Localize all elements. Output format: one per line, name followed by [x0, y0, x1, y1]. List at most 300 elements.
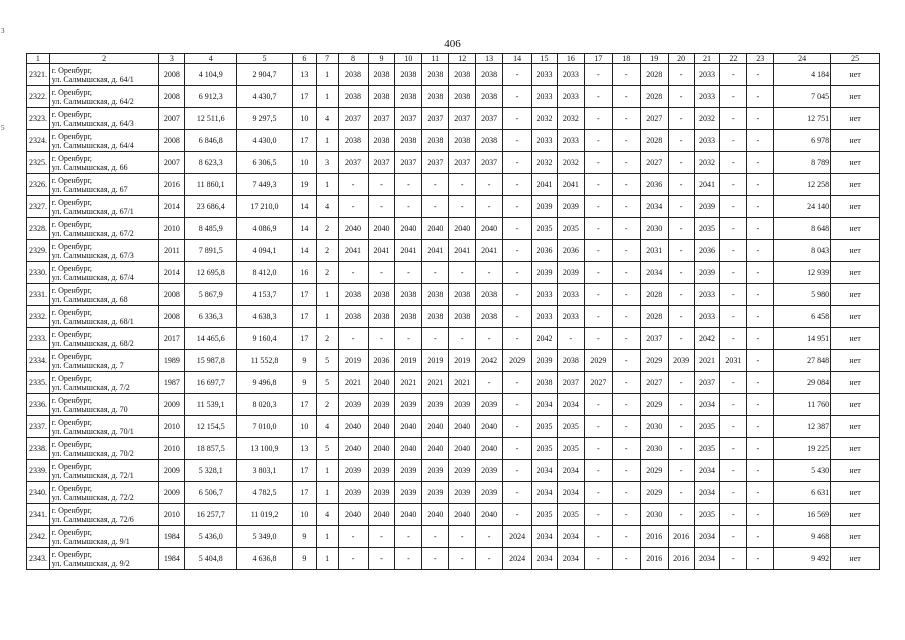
table-cell: нет: [831, 350, 880, 372]
table-cell: -: [612, 262, 640, 284]
table-cell: 2037: [395, 152, 422, 174]
table-cell: 2034: [532, 394, 558, 416]
table-cell: 2033: [532, 130, 558, 152]
table-cell: 2037: [422, 152, 449, 174]
table-cell: 2008: [159, 64, 185, 86]
table-cell: 2039: [532, 262, 558, 284]
table-cell: 2034: [694, 526, 720, 548]
table-cell: 2038: [338, 284, 368, 306]
table-cell: -: [720, 152, 747, 174]
row-number: 2330.: [27, 262, 50, 284]
table-cell: 2040: [476, 504, 503, 526]
table-cell: -: [612, 130, 640, 152]
table-cell: -: [476, 526, 503, 548]
table-cell: 2037: [449, 152, 476, 174]
table-cell: -: [668, 394, 694, 416]
table-cell: 2009: [159, 482, 185, 504]
table-cell: 4 638,3: [237, 306, 293, 328]
table-cell: 2033: [557, 86, 584, 108]
table-cell: -: [747, 482, 774, 504]
address-cell: [49, 196, 159, 218]
table-cell: нет: [831, 240, 880, 262]
table-cell: 2016: [668, 526, 694, 548]
table-cell: -: [338, 328, 368, 350]
row-number: 2322.: [27, 86, 50, 108]
table-cell: 2014: [159, 196, 185, 218]
column-number: 18: [612, 54, 640, 64]
table-cell: -: [503, 284, 532, 306]
table-cell: 2034: [532, 482, 558, 504]
table-cell: 5 404,8: [185, 548, 237, 570]
column-number: 1: [27, 54, 50, 64]
address-city: г. Оренбург,: [51, 439, 92, 449]
row-number: 2338.: [27, 438, 50, 460]
address-cell: [49, 372, 159, 394]
table-cell: 2039: [338, 482, 368, 504]
table-cell: 2029: [640, 482, 668, 504]
address-cell: [49, 460, 159, 482]
table-cell: 17: [293, 284, 317, 306]
column-number: 2: [49, 54, 159, 64]
table-cell: 2039: [422, 482, 449, 504]
table-cell: 17: [293, 86, 317, 108]
address-cell: [49, 416, 159, 438]
table-cell: -: [612, 64, 640, 86]
table-cell: 12 695,8: [185, 262, 237, 284]
table-cell: нет: [831, 372, 880, 394]
table-cell: 2035: [557, 416, 584, 438]
table-cell: 2021: [694, 350, 720, 372]
table-cell: -: [612, 460, 640, 482]
table-cell: 2039: [532, 196, 558, 218]
table-row: [27, 306, 880, 328]
table-cell: 2038: [422, 284, 449, 306]
table-cell: 7 891,5: [185, 240, 237, 262]
table-cell: 2033: [694, 130, 720, 152]
table-cell: 2038: [449, 64, 476, 86]
table-cell: 2039: [449, 460, 476, 482]
table-cell: -: [720, 218, 747, 240]
table-cell: -: [612, 240, 640, 262]
table-cell: -: [584, 526, 612, 548]
table-cell: 2039: [476, 394, 503, 416]
table-cell: 2040: [338, 218, 368, 240]
table-cell: 10: [293, 152, 317, 174]
table-cell: 2029: [640, 350, 668, 372]
table-cell: 5 328,1: [185, 460, 237, 482]
table-cell: 2019: [338, 350, 368, 372]
table-cell: -: [720, 130, 747, 152]
table-cell: -: [668, 284, 694, 306]
table-cell: 6 306,5: [237, 152, 293, 174]
row-number: 2343.: [27, 548, 50, 570]
address-street: ул. Салмышская, д. 66: [51, 162, 128, 172]
table-cell: -: [720, 460, 747, 482]
column-number: 10: [395, 54, 422, 64]
table-cell: 2027: [640, 108, 668, 130]
table-cell: -: [668, 108, 694, 130]
table-cell: 7 045: [774, 86, 831, 108]
table-cell: 10: [293, 416, 317, 438]
row-number: 2324.: [27, 130, 50, 152]
table-cell: -: [747, 108, 774, 130]
table-cell: 2009: [159, 394, 185, 416]
table-cell: 5: [316, 350, 338, 372]
table-cell: 12 258: [774, 174, 831, 196]
table-cell: 6 846,8: [185, 130, 237, 152]
table-cell: -: [668, 130, 694, 152]
table-cell: -: [368, 262, 395, 284]
table-cell: 2039: [694, 196, 720, 218]
table-cell: -: [612, 548, 640, 570]
table-cell: 2032: [694, 152, 720, 174]
address-city: г. Оренбург,: [51, 351, 92, 361]
table-cell: 14: [293, 196, 317, 218]
table-cell: 6 978: [774, 130, 831, 152]
address-street: ул. Салмышская, д. 68/2: [51, 338, 134, 348]
table-cell: -: [584, 240, 612, 262]
table-cell: 2037: [476, 108, 503, 130]
table-cell: -: [584, 196, 612, 218]
table-cell: 2034: [557, 482, 584, 504]
table-cell: -: [612, 350, 640, 372]
table-cell: -: [584, 130, 612, 152]
table-cell: 2040: [338, 504, 368, 526]
table-cell: 2021: [338, 372, 368, 394]
table-cell: 2033: [557, 64, 584, 86]
address-cell: [49, 262, 159, 284]
address-street: ул. Салмышская, д. 7: [51, 360, 124, 370]
table-cell: 9: [293, 350, 317, 372]
table-cell: -: [503, 306, 532, 328]
table-row: [27, 174, 880, 196]
table-cell: -: [368, 548, 395, 570]
table-cell: -: [476, 548, 503, 570]
table-cell: -: [720, 86, 747, 108]
table-cell: -: [747, 526, 774, 548]
table-cell: -: [668, 482, 694, 504]
address-street: ул. Салмышская, д. 70: [51, 404, 128, 414]
table-cell: -: [720, 328, 747, 350]
table-cell: -: [584, 64, 612, 86]
table-cell: 8 020,3: [237, 394, 293, 416]
table-cell: 17: [293, 130, 317, 152]
table-cell: 3: [316, 152, 338, 174]
table-cell: 2039: [532, 350, 558, 372]
table-cell: -: [476, 262, 503, 284]
table-cell: -: [747, 152, 774, 174]
margin-mark: 3: [1, 27, 5, 35]
address-city: г. Оренбург,: [51, 153, 92, 163]
table-cell: -: [449, 262, 476, 284]
table-cell: 4 782,5: [237, 482, 293, 504]
column-number: 5: [237, 54, 293, 64]
table-cell: 2040: [422, 416, 449, 438]
table-cell: 1984: [159, 548, 185, 570]
table-cell: 24 140: [774, 196, 831, 218]
address-city: г. Оренбург,: [51, 307, 92, 317]
column-number: 19: [640, 54, 668, 64]
table-cell: 2040: [395, 416, 422, 438]
table-cell: 19: [293, 174, 317, 196]
table-cell: 2039: [476, 460, 503, 482]
table-cell: 9: [293, 526, 317, 548]
table-cell: 4 094,1: [237, 240, 293, 262]
table-row: [27, 460, 880, 482]
table-cell: 5 867,9: [185, 284, 237, 306]
table-cell: 2037: [338, 152, 368, 174]
table-cell: 15 987,8: [185, 350, 237, 372]
table-cell: -: [747, 328, 774, 350]
table-cell: нет: [831, 262, 880, 284]
table-cell: 2 904,7: [237, 64, 293, 86]
table-cell: -: [503, 460, 532, 482]
table-cell: -: [584, 416, 612, 438]
table-cell: 2033: [557, 130, 584, 152]
table-cell: 2032: [557, 152, 584, 174]
table-cell: 2008: [159, 86, 185, 108]
table-cell: -: [612, 284, 640, 306]
table-cell: 2033: [694, 86, 720, 108]
address-city: г. Оренбург,: [51, 527, 92, 537]
table-cell: 6 458: [774, 306, 831, 328]
address-street: ул. Салмышская, д. 64/3: [51, 118, 134, 128]
table-cell: 2031: [720, 350, 747, 372]
table-cell: 4: [316, 504, 338, 526]
table-cell: 2041: [449, 240, 476, 262]
table-cell: 2037: [338, 108, 368, 130]
table-cell: 12 751: [774, 108, 831, 130]
table-cell: 2038: [395, 130, 422, 152]
table-cell: 2039: [557, 196, 584, 218]
table-cell: -: [668, 328, 694, 350]
address-city: г. Оренбург,: [51, 395, 92, 405]
row-number: 2340.: [27, 482, 50, 504]
table-cell: 2037: [640, 328, 668, 350]
table-cell: 2039: [449, 394, 476, 416]
column-number: 3: [159, 54, 185, 64]
table-cell: 2016: [668, 548, 694, 570]
table-cell: -: [503, 240, 532, 262]
table-cell: 2041: [557, 174, 584, 196]
table-cell: 6 631: [774, 482, 831, 504]
table-cell: 2038: [476, 306, 503, 328]
table-cell: нет: [831, 130, 880, 152]
table-cell: 2035: [557, 438, 584, 460]
address-street: ул. Салмышская, д. 72/2: [51, 492, 134, 502]
table-cell: -: [668, 64, 694, 86]
table-row: [27, 130, 880, 152]
table-cell: 2035: [694, 218, 720, 240]
table-cell: -: [612, 482, 640, 504]
address-cell: [49, 526, 159, 548]
table-cell: -: [476, 372, 503, 394]
table-cell: 17: [293, 482, 317, 504]
address-cell: [49, 482, 159, 504]
table-cell: 5: [316, 372, 338, 394]
address-city: г. Оренбург,: [51, 483, 92, 493]
table-cell: 5 349,0: [237, 526, 293, 548]
table-cell: 2035: [532, 438, 558, 460]
address-cell: [49, 328, 159, 350]
table-cell: 12 511,6: [185, 108, 237, 130]
table-cell: 8 648: [774, 218, 831, 240]
table-cell: 1984: [159, 526, 185, 548]
table-cell: 5 980: [774, 284, 831, 306]
table-cell: 2032: [532, 108, 558, 130]
table-cell: -: [668, 174, 694, 196]
table-cell: 2033: [532, 284, 558, 306]
table-cell: 2021: [395, 372, 422, 394]
table-cell: 2034: [694, 548, 720, 570]
table-cell: -: [612, 218, 640, 240]
table-cell: 6 336,3: [185, 306, 237, 328]
table-cell: 13: [293, 64, 317, 86]
table-cell: -: [747, 262, 774, 284]
table-cell: 4: [316, 196, 338, 218]
table-cell: 2038: [395, 284, 422, 306]
table-cell: 2035: [532, 504, 558, 526]
table-cell: 5 430: [774, 460, 831, 482]
address-street: ул. Салмышская, д. 67/3: [51, 250, 134, 260]
row-number: 2326.: [27, 174, 50, 196]
margin-mark: 5: [1, 124, 5, 132]
table-cell: 17: [293, 394, 317, 416]
page-number: 406: [444, 38, 461, 50]
table-cell: -: [368, 196, 395, 218]
table-cell: 2038: [422, 64, 449, 86]
table-cell: 4 636,8: [237, 548, 293, 570]
table-cell: 2039: [476, 482, 503, 504]
table-cell: -: [584, 438, 612, 460]
address-street: ул. Салмышская, д. 64/1: [51, 74, 134, 84]
table-cell: 2035: [694, 438, 720, 460]
address-city: г. Оренбург,: [51, 241, 92, 251]
table-cell: -: [476, 174, 503, 196]
column-numbers-row: [27, 54, 880, 64]
address-cell: [49, 218, 159, 240]
address-cell: [49, 306, 159, 328]
address-street: ул. Салмышская, д. 7/2: [51, 382, 130, 392]
table-cell: 2040: [395, 504, 422, 526]
address-street: ул. Салмышская, д. 67/2: [51, 228, 134, 238]
table-cell: -: [720, 416, 747, 438]
table-row: [27, 482, 880, 504]
table-cell: -: [476, 328, 503, 350]
table-cell: -: [449, 548, 476, 570]
table-row: [27, 64, 880, 86]
table-cell: 2034: [694, 482, 720, 504]
table-cell: -: [395, 262, 422, 284]
column-number: 7: [316, 54, 338, 64]
table-cell: нет: [831, 482, 880, 504]
table-cell: -: [668, 240, 694, 262]
table-cell: -: [668, 196, 694, 218]
table-cell: -: [612, 438, 640, 460]
table-cell: -: [747, 196, 774, 218]
table-cell: -: [612, 526, 640, 548]
table-cell: 2038: [449, 306, 476, 328]
address-city: г. Оренбург,: [51, 329, 92, 339]
table-cell: -: [612, 306, 640, 328]
table-cell: 23 686,4: [185, 196, 237, 218]
address-street: ул. Салмышская, д. 72/1: [51, 470, 134, 480]
table-cell: 2034: [557, 394, 584, 416]
table-cell: 2039: [395, 394, 422, 416]
table-cell: 8 043: [774, 240, 831, 262]
table-row: [27, 108, 880, 130]
table-cell: 17: [293, 460, 317, 482]
table-row: [27, 372, 880, 394]
table-cell: 1987: [159, 372, 185, 394]
table-cell: 2038: [338, 86, 368, 108]
table-cell: 2038: [368, 306, 395, 328]
table-cell: 2038: [476, 86, 503, 108]
table-cell: 1: [316, 284, 338, 306]
table-cell: 2035: [694, 416, 720, 438]
table-cell: -: [338, 526, 368, 548]
table-cell: 2038: [422, 86, 449, 108]
table-cell: 2034: [557, 548, 584, 570]
table-cell: 7 010,0: [237, 416, 293, 438]
table-cell: 2035: [532, 218, 558, 240]
table-cell: нет: [831, 86, 880, 108]
table-cell: -: [503, 394, 532, 416]
table-cell: 2007: [159, 152, 185, 174]
table-cell: 13: [293, 438, 317, 460]
table-cell: -: [503, 196, 532, 218]
table-cell: 2040: [422, 438, 449, 460]
column-number: 17: [584, 54, 612, 64]
table-cell: 2041: [395, 240, 422, 262]
table-cell: -: [584, 284, 612, 306]
table-cell: 2019: [422, 350, 449, 372]
table-cell: 27 848: [774, 350, 831, 372]
table-cell: -: [720, 438, 747, 460]
table-cell: -: [612, 196, 640, 218]
table-cell: 11 552,8: [237, 350, 293, 372]
address-street: ул. Салмышская, д. 9/2: [51, 558, 130, 568]
row-number: 2329.: [27, 240, 50, 262]
table-cell: -: [720, 526, 747, 548]
table-cell: -: [503, 438, 532, 460]
column-number: 24: [774, 54, 831, 64]
address-street: ул. Салмышская, д. 67/4: [51, 272, 134, 282]
table-cell: 2037: [449, 108, 476, 130]
table-cell: -: [503, 262, 532, 284]
address-city: г. Оренбург,: [51, 87, 92, 97]
column-number: 22: [720, 54, 747, 64]
row-number: 2332.: [27, 306, 50, 328]
table-cell: 2029: [640, 460, 668, 482]
table-cell: 2010: [159, 218, 185, 240]
table-cell: -: [747, 548, 774, 570]
table-cell: -: [612, 174, 640, 196]
table-cell: -: [720, 548, 747, 570]
table-cell: 2: [316, 240, 338, 262]
table-cell: -: [449, 328, 476, 350]
table-cell: 2016: [159, 174, 185, 196]
table-cell: 2027: [640, 372, 668, 394]
table-cell: 2038: [422, 306, 449, 328]
table-cell: 2014: [159, 262, 185, 284]
table-cell: -: [338, 548, 368, 570]
table-cell: 2010: [159, 504, 185, 526]
table-cell: 2035: [694, 504, 720, 526]
table-cell: 2038: [338, 306, 368, 328]
table-cell: 2034: [532, 460, 558, 482]
address-street: ул. Салмышская, д. 64/2: [51, 96, 134, 106]
